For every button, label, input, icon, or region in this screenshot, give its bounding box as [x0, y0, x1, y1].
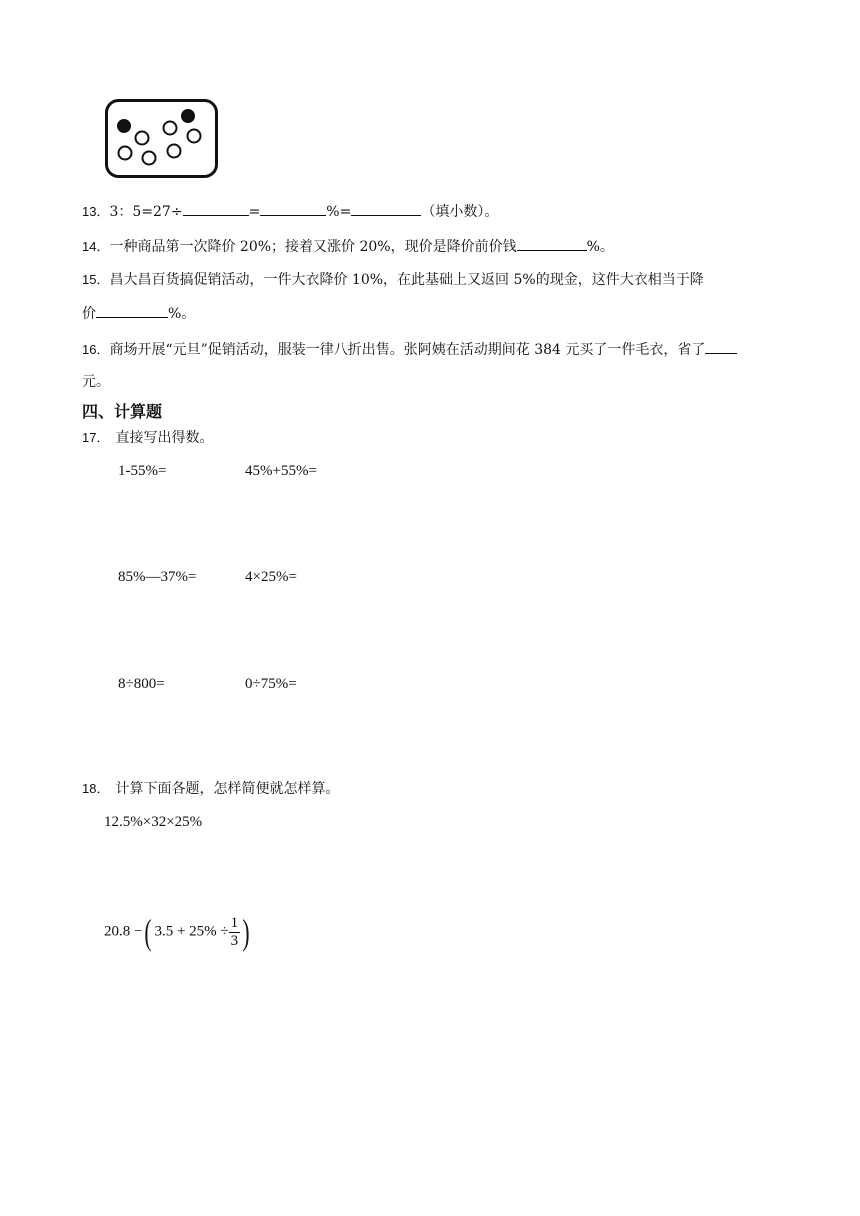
- q13-text-4: （填小数）。: [421, 204, 499, 220]
- calc-expression-1: 12.5%×32×25%: [104, 814, 203, 830]
- question-number: 17．: [82, 430, 110, 445]
- calc-item: 85%—37%=: [118, 569, 197, 585]
- calc-item: 4×25%=: [245, 569, 297, 585]
- dots-box-figure: [104, 98, 220, 180]
- q13-text-3: %=: [326, 204, 352, 220]
- right-paren: ): [242, 912, 250, 952]
- answer-blank[interactable]: [260, 201, 326, 216]
- fraction: [229, 915, 241, 950]
- q16-line-2: 元。: [82, 374, 110, 390]
- expr2-lead: 20.8 −: [104, 923, 143, 940]
- empty-circle: [119, 147, 132, 160]
- answer-blank[interactable]: [183, 201, 249, 216]
- fraction-denominator: 3: [230, 932, 239, 949]
- left-paren: (: [144, 912, 153, 952]
- expr2-inner: 3.5 + 25% ÷: [154, 923, 229, 940]
- filled-circle: [117, 119, 131, 133]
- empty-circle: [168, 145, 181, 158]
- answer-blank[interactable]: [705, 339, 737, 354]
- question-14: [82, 236, 614, 257]
- section-heading: 四、计算题: [82, 402, 163, 421]
- q14-text-1: 一种商品第一次降价 20%；接着又涨价 20%，现价是降价前价钱: [109, 239, 517, 255]
- question-number: 13．: [82, 204, 110, 219]
- q18-text: 计算下面各题，怎样简便就怎样算。: [115, 781, 340, 797]
- calc-item: 1-55%=: [118, 463, 167, 479]
- q15-line-2b: %。: [168, 306, 196, 322]
- question-18: [82, 779, 339, 799]
- question-number: 15．: [82, 272, 110, 287]
- answer-blank[interactable]: [517, 236, 587, 251]
- question-number: 14．: [82, 239, 110, 254]
- q15-line-1: 昌大昌百货搞促销活动，一件大衣降价 10%，在此基础上又返回 5%的现金，这件大衣相当于降: [109, 272, 704, 288]
- empty-circle: [143, 152, 156, 165]
- question-15: [82, 270, 704, 290]
- answer-blank[interactable]: [96, 303, 168, 318]
- answer-blank[interactable]: [351, 201, 421, 216]
- question-13: [82, 201, 498, 222]
- q15-line-2a: 价: [82, 306, 96, 322]
- q17-text: 直接写出得数。: [115, 430, 214, 446]
- empty-circle: [164, 122, 177, 135]
- calc-item: 0÷75%=: [245, 676, 297, 692]
- filled-circle: [181, 109, 195, 123]
- q16-line-1: 商场开展“元旦”促销活动，服装一律八折出售。张阿姨在活动期间花 384 元买了一件毛衣，省了: [109, 342, 706, 358]
- question-16: [82, 339, 737, 360]
- question-number: 16．: [82, 342, 110, 357]
- q14-text-2: %。: [586, 239, 614, 255]
- question-17: [82, 428, 213, 448]
- calc-item: 8÷800=: [118, 676, 165, 692]
- calc-item: 45%+55%=: [245, 463, 317, 479]
- empty-circle: [188, 130, 201, 143]
- question-15-cont: [82, 303, 195, 324]
- fraction-numerator: 1: [230, 914, 239, 931]
- empty-circle: [136, 132, 149, 145]
- calc-expression-2: [104, 914, 252, 964]
- question-number: 18．: [82, 781, 110, 796]
- q13-text-1: 3：5=27÷: [109, 204, 183, 220]
- q13-text-2: =: [248, 204, 261, 220]
- question-16-cont: [82, 372, 110, 392]
